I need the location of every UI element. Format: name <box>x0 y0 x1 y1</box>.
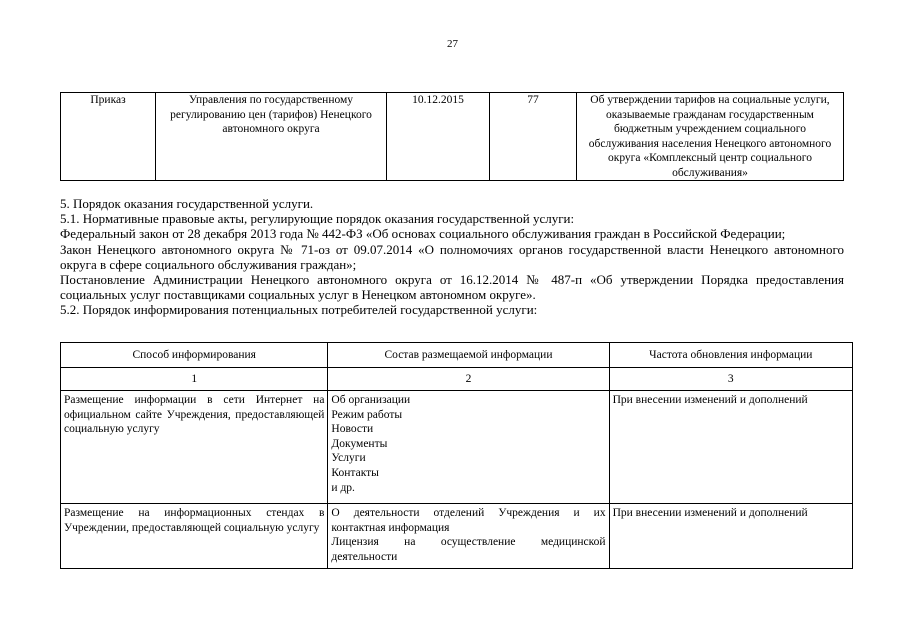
column-number: 3 <box>609 368 852 391</box>
content-item: Лицензия на осуществление медицинской деятельности <box>331 536 606 563</box>
content-item: и др. <box>331 481 355 494</box>
content-item: Контакты <box>331 466 379 479</box>
content-item: Документы <box>331 437 388 450</box>
method-cell: Размещение на информационных стендах в Учреждении, предоставляющей социальную услугу <box>61 504 328 569</box>
act-number-cell: 77 <box>490 93 577 181</box>
law-paragraph: Закон Ненецкого автономного округа № 71-оз от 09.07.2014 «О полномочиях органов государственной власти Ненецкого автономного округа в сфере социального обслуживания граждан»; <box>60 241 844 272</box>
content-item: О деятельности отделений Учреждения и их контактная информация <box>331 507 606 534</box>
act-authority-cell: Управления по государственному регулированию цен (тарифов) Ненецкого автономного округа <box>156 93 387 181</box>
content-item: Режим работы <box>331 408 403 421</box>
column-header: Состав размещаемой информации <box>328 343 609 368</box>
section-heading: 5. Порядок оказания государственной услуги. <box>60 196 314 211</box>
subsection-heading: 5.2. Порядок информирования потенциальных потребителей государственной услуги: <box>60 302 538 318</box>
law-paragraph: Федеральный закон от 28 декабря 2013 года № 442-ФЗ «Об основах социального обслуживания граждан в Российской Федерации; <box>60 226 786 242</box>
act-type-cell: Приказ <box>61 93 156 181</box>
table-row <box>61 391 853 504</box>
table-row <box>61 504 853 569</box>
content-item: Новости <box>331 423 374 436</box>
column-number: 2 <box>328 368 609 391</box>
table-header-row <box>61 343 853 368</box>
column-numbers-row <box>61 368 853 391</box>
column-number: 1 <box>61 368 328 391</box>
content-cell <box>328 504 609 569</box>
column-header: Способ информирования <box>61 343 328 368</box>
informing-table <box>60 342 853 569</box>
frequency-cell: При внесении изменений и дополнений <box>609 504 852 569</box>
content-cell <box>328 391 609 504</box>
page-number: 27 <box>447 38 458 50</box>
act-title-cell: Об утверждении тарифов на социальные услуги, оказываемые гражданам государственным бюджетным учреждением социального обслуживания населения Ненецкого автономного округа «Комплексный центр социального обслуживания» <box>577 93 844 181</box>
frequency-cell: При внесении изменений и дополнений <box>609 391 852 504</box>
column-header: Частота обновления информации <box>609 343 852 368</box>
method-cell: Размещение информации в сети Интернет на официальном сайте Учреждения, предоставляющей социальную услугу <box>61 391 328 504</box>
legal-acts-table <box>60 92 844 181</box>
content-item: Услуги <box>331 452 366 465</box>
law-paragraph: Постановление Администрации Ненецкого автономного округа от 16.12.2014 № 487-п «Об утверждении Порядка предоставления социальных услуг поставщиками социальных услуг в Ненецком автономном округе». <box>60 272 844 303</box>
content-item: Об организации <box>331 394 411 406</box>
table-row <box>61 93 844 181</box>
act-date-cell: 10.12.2015 <box>387 93 490 181</box>
section-text <box>60 196 844 318</box>
subsection-heading: 5.1. Нормативные правовые акты, регулирующие порядок оказания государственной услуги: <box>60 211 575 227</box>
